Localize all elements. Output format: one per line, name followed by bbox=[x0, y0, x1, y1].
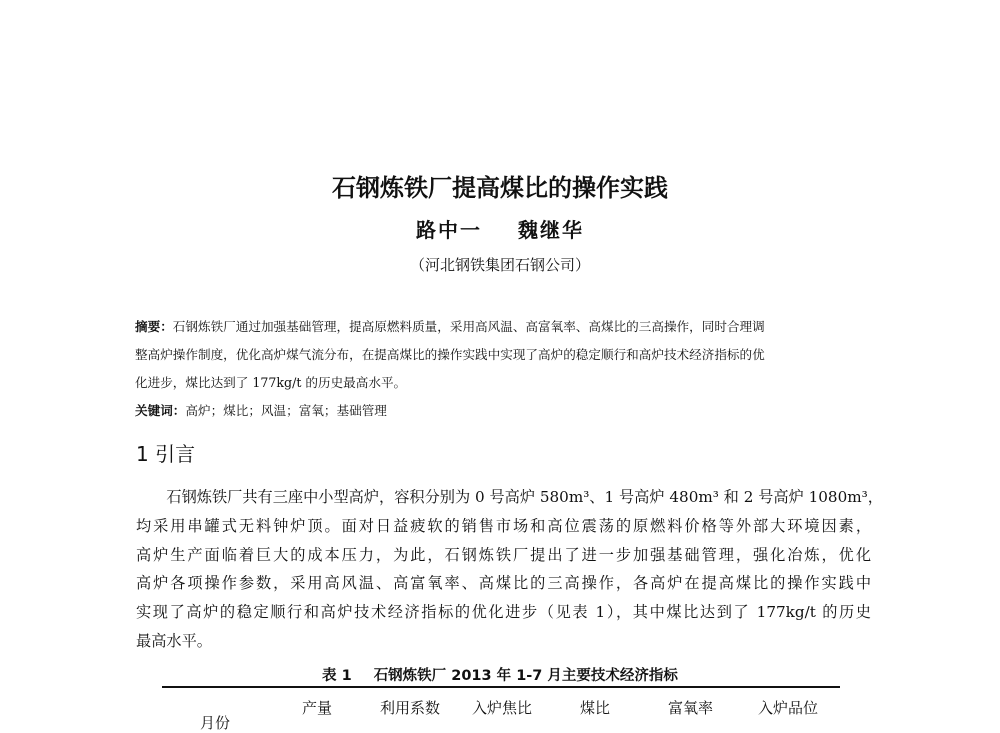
authors bbox=[0, 214, 1000, 243]
abstract-line bbox=[135, 316, 875, 335]
section-heading: 1 引言 bbox=[136, 442, 196, 466]
table-caption bbox=[0, 664, 1000, 685]
paper-title: 石钢炼铁厂提高煤比的操作实践 bbox=[332, 174, 668, 202]
abstract-text: 石钢炼铁厂通过加强基础管理，提高原燃料质量，采用高风温、高富氧率、高煤比的三高操作，同时合理调 bbox=[172, 319, 765, 334]
table-header: 月份 bbox=[200, 714, 231, 732]
body-line: 高炉生产面临着巨大的成本压力，为此，石钢炼铁厂提出了进一步加强基础管理，强化冶炼，优化 bbox=[136, 546, 871, 564]
caption-label: 表 1 bbox=[322, 668, 352, 684]
abstract-label: 摘要： bbox=[135, 319, 173, 334]
keywords bbox=[135, 400, 875, 419]
author: 魏继华 bbox=[518, 218, 584, 242]
body-line: 实现了高炉的稳定顺行和高炉技术经济指标的优化进步（见表 1），其中煤比达到了 177kg/t 的历史 bbox=[136, 603, 871, 621]
table-top-rule bbox=[162, 686, 840, 688]
body-line: 最高水平。 bbox=[136, 632, 212, 650]
table-header: 煤比 bbox=[580, 699, 611, 717]
keywords-text: 高炉；煤比；风温；富氧；基础管理 bbox=[185, 403, 387, 418]
body-line: 均采用串罐式无料钟炉顶。面对日益疲软的销售市场和高位震荡的原燃料价格等外部大环境因素， bbox=[136, 517, 871, 535]
keywords-label: 关键词： bbox=[135, 403, 186, 418]
author: 路中一 bbox=[416, 218, 482, 242]
caption-text: 石钢炼铁厂 2013 年 1-7 月主要技术经济指标 bbox=[373, 668, 678, 684]
table-header: 入炉品位 bbox=[758, 699, 819, 717]
table-header: 入炉焦比 bbox=[472, 699, 533, 717]
body-line: 高炉各项操作参数，采用高风温、高富氧率、高煤比的三高操作，各高炉在提高煤比的操作实践中 bbox=[136, 574, 871, 592]
body-line: 石钢炼铁厂共有三座中小型高炉，容积分别为 0 号高炉 580m³、1 号高炉 480m³ 和 2 号高炉 1080m³， bbox=[136, 488, 883, 506]
table-header: 产量 bbox=[302, 699, 333, 717]
abstract-line: 化进步，煤比达到了 177kg/t 的历史最高水平。 bbox=[135, 375, 407, 390]
abstract-line: 整高炉操作制度，优化高炉煤气流分布，在提高煤比的操作实践中实现了高炉的稳定顺行和高炉技术经济指标的优 bbox=[135, 347, 765, 362]
table-header: 利用系数 bbox=[380, 699, 441, 717]
affiliation: （河北钢铁集团石钢公司） bbox=[409, 256, 590, 274]
table-header: 富氧率 bbox=[668, 699, 714, 717]
